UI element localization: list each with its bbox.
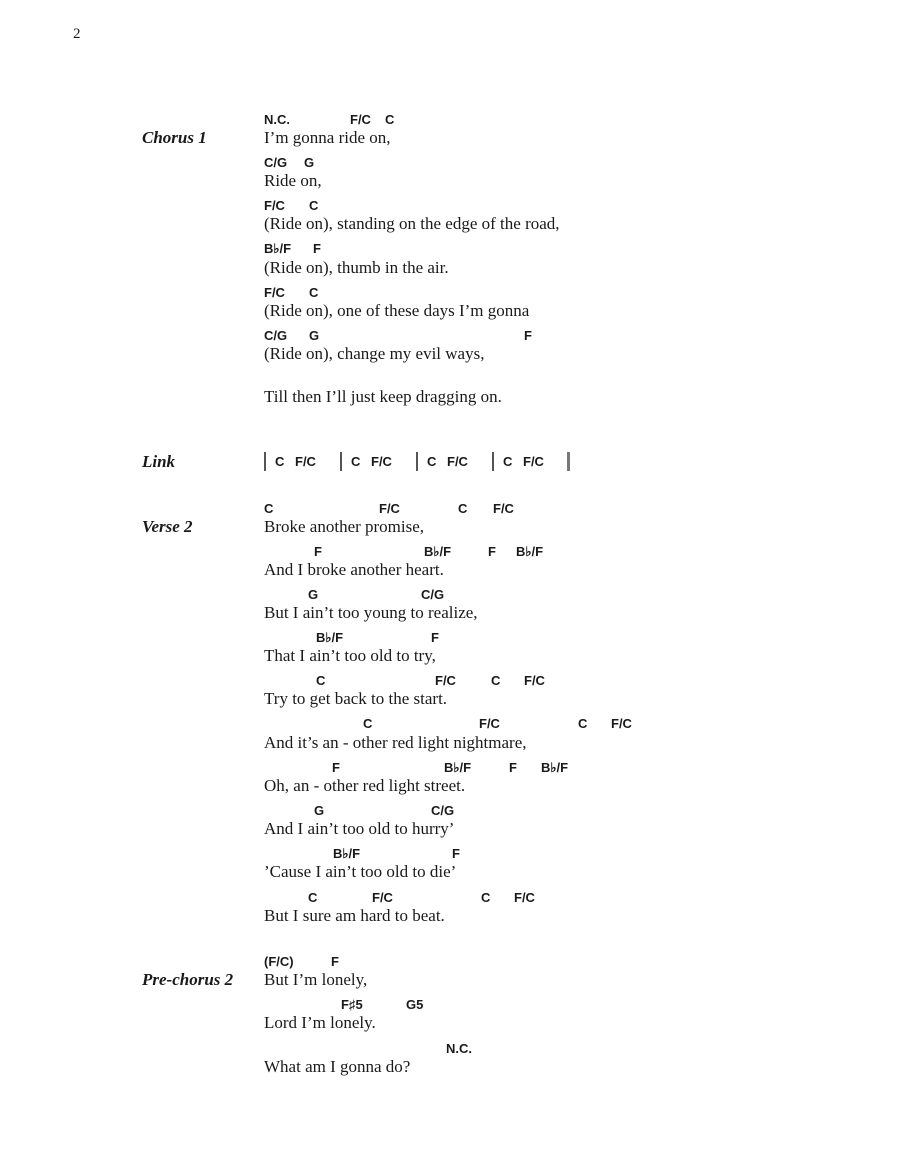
lyric-line: (Ride on), change my evil ways, xyxy=(264,344,485,363)
chord: C xyxy=(309,285,319,300)
chord: F/C xyxy=(524,673,545,688)
chord: C xyxy=(503,454,513,469)
bar-line xyxy=(264,452,266,471)
lyric-line: And I broke another heart. xyxy=(264,560,444,579)
chord: C xyxy=(578,716,588,731)
chord: C/G xyxy=(431,803,455,818)
chord: F/C xyxy=(372,890,393,905)
section-label-link: Link xyxy=(142,452,176,471)
page-number: 2 xyxy=(73,26,81,42)
chord: C xyxy=(308,890,318,905)
chord: F xyxy=(332,760,340,775)
section-label-verse-2: Verse 2 xyxy=(142,517,193,536)
lyric-line: (Ride on), thumb in the air. xyxy=(264,258,449,277)
chord: C/G xyxy=(421,587,445,602)
chord: F/C xyxy=(264,285,285,300)
chord: F/C xyxy=(350,112,371,127)
lyric-line: ’Cause I ain’t too old to die’ xyxy=(264,862,457,881)
chord: F/C xyxy=(371,454,392,469)
chord: B♭/F xyxy=(516,544,544,559)
lyric-line: But I ain’t too young to realize, xyxy=(264,603,478,622)
chord: F xyxy=(452,846,460,861)
chord: F xyxy=(509,760,517,775)
chord: B♭/F xyxy=(333,846,361,861)
chord: C/G xyxy=(264,328,288,343)
lyric-line: Lord I’m lonely. xyxy=(264,1013,376,1032)
lyric-line: Ride on, xyxy=(264,171,322,190)
chord: N.C. xyxy=(264,112,290,127)
chord: F/C xyxy=(295,454,316,469)
chord: G xyxy=(309,328,320,343)
chord: C xyxy=(363,716,373,731)
chord: F/C xyxy=(611,716,632,731)
chord: G5 xyxy=(406,997,424,1012)
chord: F/C xyxy=(264,198,285,213)
chord: C xyxy=(264,501,274,516)
lyric-line: I’m gonna ride on, xyxy=(264,128,391,147)
chord: F♯5 xyxy=(341,997,363,1012)
section-label-chorus-1: Chorus 1 xyxy=(142,128,207,147)
chord: F xyxy=(331,954,339,969)
chord: G xyxy=(314,803,325,818)
chord: F xyxy=(313,241,321,256)
bar-line xyxy=(416,452,418,471)
chord: C xyxy=(491,673,501,688)
lyric-line: Try to get back to the start. xyxy=(264,689,448,708)
chord: C xyxy=(385,112,395,127)
lyric-line: Broke another promise, xyxy=(264,517,425,536)
lyric-line: What am I gonna do? xyxy=(264,1057,411,1076)
chord: C xyxy=(481,890,491,905)
lyric-line: That I ain’t too old to try, xyxy=(264,646,436,665)
lyric-line: (Ride on), one of these days I’m gonna xyxy=(264,301,530,320)
chord: F/C xyxy=(479,716,500,731)
lyric-line: But I sure am hard to beat. xyxy=(264,906,445,925)
chord: B♭/F xyxy=(264,241,292,256)
section-label-pre-chorus-2: Pre-chorus 2 xyxy=(142,970,234,989)
chord: C xyxy=(316,673,326,688)
chord: C xyxy=(351,454,361,469)
chord: F/C xyxy=(435,673,456,688)
chord: B♭/F xyxy=(424,544,452,559)
chord: F xyxy=(488,544,496,559)
chord: N.C. xyxy=(446,1041,472,1056)
chord: C/G xyxy=(264,155,288,170)
chord: F xyxy=(431,630,439,645)
chord: F/C xyxy=(523,454,544,469)
lyric-line: (Ride on), standing on the edge of the road, xyxy=(264,214,560,233)
chord: (F/C) xyxy=(264,954,294,969)
bar-line xyxy=(492,452,494,471)
chord: G xyxy=(308,587,319,602)
chord: F/C xyxy=(493,501,514,516)
chord: F xyxy=(314,544,322,559)
lyric-line: And I ain’t too old to hurry’ xyxy=(264,819,455,838)
lyric-line: But I’m lonely, xyxy=(264,970,368,989)
lyric-line: Till then I’ll just keep dragging on. xyxy=(264,387,502,406)
chord: C xyxy=(275,454,285,469)
chord: C xyxy=(309,198,319,213)
chord: B♭/F xyxy=(541,760,569,775)
end-bar-line xyxy=(567,452,570,471)
chord: F/C xyxy=(514,890,535,905)
chord: B♭/F xyxy=(444,760,472,775)
chord: F/C xyxy=(379,501,400,516)
chord: G xyxy=(304,155,315,170)
chord: C xyxy=(458,501,468,516)
bar-line xyxy=(340,452,342,471)
lyric-line: And it’s an - other red light nightmare, xyxy=(264,733,527,752)
chord: F xyxy=(524,328,532,343)
lyric-line: Oh, an - other red light street. xyxy=(264,776,466,795)
chord: C xyxy=(427,454,437,469)
chord: B♭/F xyxy=(316,630,344,645)
chord: F/C xyxy=(447,454,468,469)
